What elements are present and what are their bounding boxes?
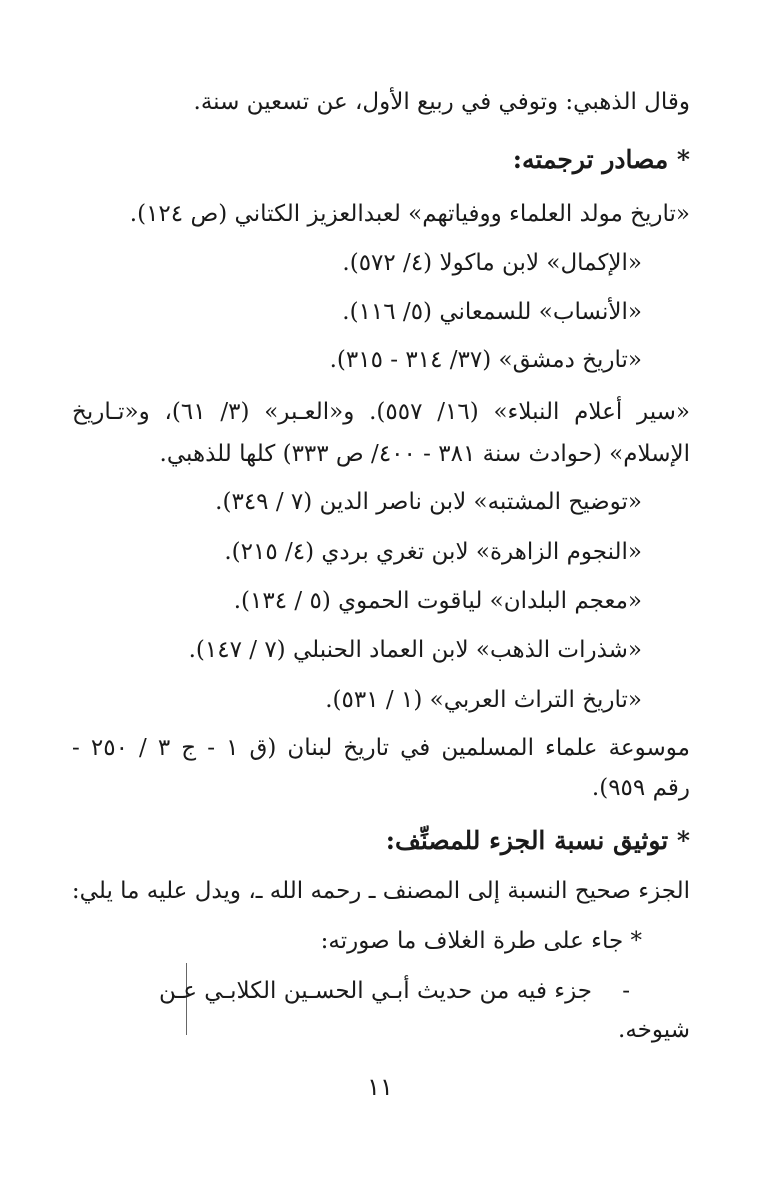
attribution-heading: * توثيق نسبة الجزء للمصنِّف: (385, 826, 690, 855)
quote-line: جزء فيه من حديث أبـي الحسـين الكلابـي عـن (158, 978, 592, 1004)
source-item: «توضيح المشتبه» لابن ناصر الدين (٧ / ٣٤٩). (215, 489, 642, 515)
source-item: «الأنساب» للسمعاني (٥/ ١١٦). (342, 299, 642, 325)
source-item-continuation: الإسلام» (حوادث سنة ٣٨١ - ٤٠٠/ ص ٣٣٣) كلها للذهبي. (159, 441, 690, 467)
source-item: «تاريخ دمشق» (٣٧/ ٣١٤ - ٣١٥). (329, 347, 642, 373)
cover-note: * جاء على طرة الغلاف ما صورته: (320, 928, 642, 954)
source-item: موسوعة علماء المسلمين في تاريخ لبنان (ق ١ - ج ٣ / ٢٥٠ - (72, 735, 690, 761)
attribution-text: الجزء صحيح النسبة إلى المصنف ـ رحمه الله ـ، ويدل عليه ما يلي: (71, 878, 690, 904)
quote-line-continuation: شيوخه. (618, 1017, 690, 1043)
source-item: «النجوم الزاهرة» لابن تغري بردي (٤/ ٢١٥). (224, 539, 642, 565)
sources-heading: * مصادر ترجمته: (512, 145, 690, 174)
source-item-continuation: رقم ٩٥٩). (591, 775, 690, 801)
source-item: «معجم البلدان» لياقوت الحموي (٥ / ١٣٤). (233, 588, 642, 614)
source-item: «تاريخ التراث العربي» (١ / ٥٣١). (325, 687, 642, 713)
source-item: «تاريخ مولد العلماء ووفياتهم» لعبدالعزيز الكتاني (ص ١٢٤). (129, 201, 690, 227)
page-number: ١١ (367, 1073, 393, 1101)
intro-line: وقال الذهبي: وتوفي في ربيع الأول، عن تسعين سنة. (193, 89, 690, 115)
source-item: «شذرات الذهب» لابن العماد الحنبلي (٧ / ١٤٧). (188, 637, 642, 663)
source-item: «سير أعلام النبلاء» (١٦/ ٥٥٧). و«العـبر» (٣/ ٦١)، و«تـاريخ (72, 399, 690, 425)
quote-dash: - (622, 978, 630, 1004)
source-item: «الإكمال» لابن ماكولا (٤/ ٥٧٢). (342, 250, 642, 276)
